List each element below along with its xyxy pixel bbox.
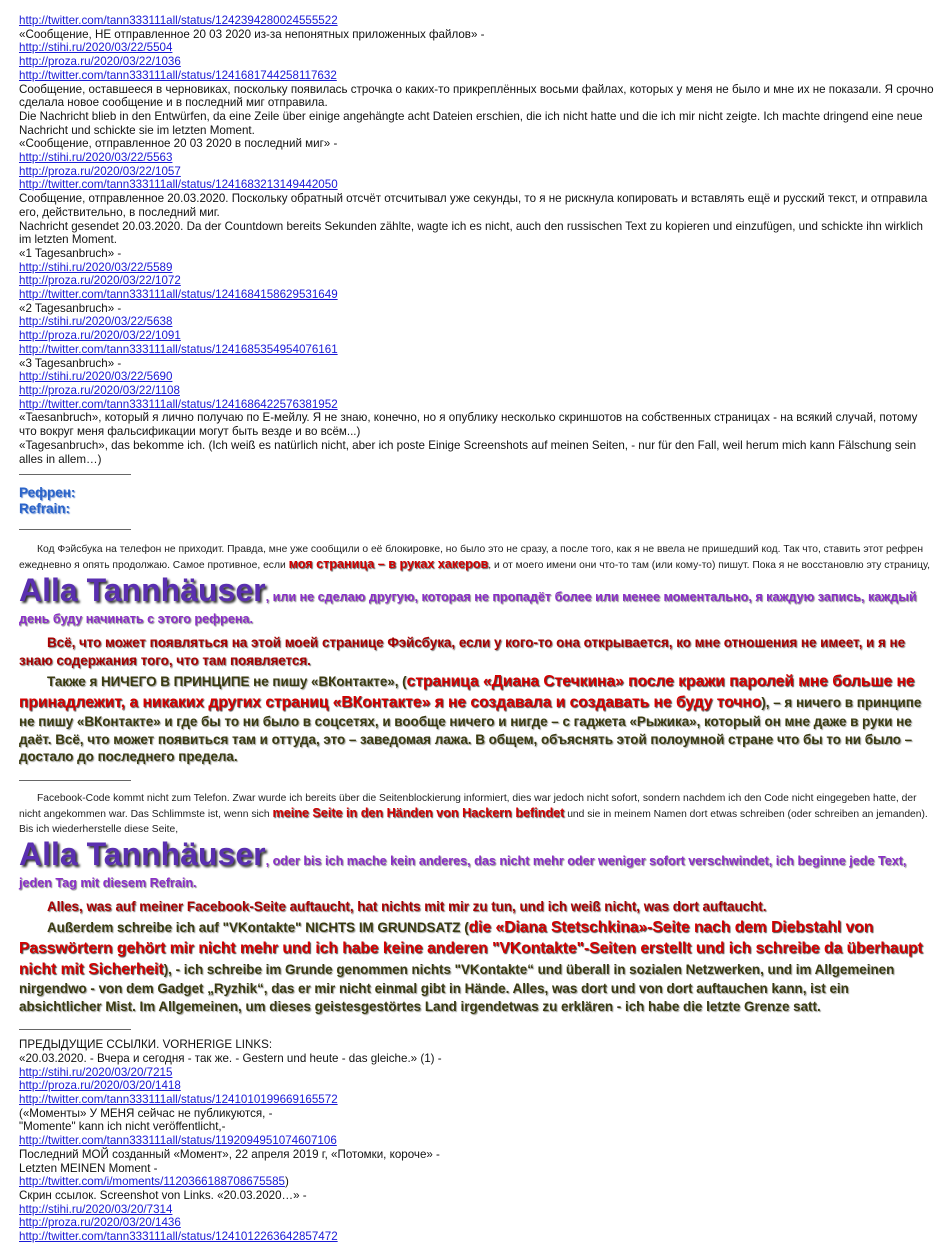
link-row — [19, 370, 934, 384]
url-link[interactable]: http://stihi.ru/2020/03/22/5589 — [19, 260, 173, 274]
url-link[interactable]: http://twitter.com/tann333111all/status/1192094951074607106 — [19, 1134, 337, 1148]
text-line: ПРЕДЫДУЩИЕ ССЫЛКИ. VORHERIGE LINKS: — [19, 1038, 273, 1052]
separator — [19, 474, 131, 475]
separator — [19, 1029, 131, 1030]
link-row — [19, 1175, 934, 1189]
link-row — [19, 384, 934, 398]
refrain-ru-paragraph-3: Всё, что может появляться на этой моей странице Фэйсбука, если у кого-то она открывается, ко мне отношения не имеет, и я не знаю содержания того, что там появляется. — [19, 635, 906, 668]
text-line: «2 Tagesanbruch» - — [19, 301, 122, 315]
url-link[interactable]: http://proza.ru/2020/03/22/1036 — [19, 55, 181, 69]
refrain-ru-paragraph-1: Код Фэйсбука на телефон не приходит. Правда, мне уже сообщили о её блокировке, но было это не сразу, а после того, как я не ввела не пришедший код. Так что, ставить этот рефрен ежедневно я опять продолжаю. Самое противное, если моя страница – в руках хакеров, и от моего имени они что-то там (или кому-то) пишут. Пока я не восстановлю эту страницу, — [19, 544, 930, 572]
url-link[interactable]: http://proza.ru/2020/03/22/1057 — [19, 164, 181, 178]
url-link[interactable]: http://twitter.com/tann333111all/status/1241683213149442050 — [19, 178, 338, 192]
url-link[interactable]: http://stihi.ru/2020/03/22/5563 — [19, 151, 173, 165]
url-link[interactable]: http://twitter.com/tann333111all/status/1241686422576381952 — [19, 397, 338, 411]
link-row — [19, 151, 934, 165]
text-paragraph: «Taesanbruch», который я лично получаю по Е-мейлу. Я не знаю, конечно, но я опублику несколько скриншотов на собственных страницах - на всякий случай, потому что вокруг меня фальсификации могут быть везде и во всём...) — [19, 411, 918, 439]
url-link[interactable]: http://stihi.ru/2020/03/22/5638 — [19, 315, 173, 329]
text-line: «Сообщение, НЕ отправленное 20 03 2020 из-за непонятных приложенных файлов» - — [19, 27, 485, 41]
text-line: Последний МОЙ созданный «Момент», 22 апреля 2019 г, «Потомки, короче» - — [19, 1147, 440, 1161]
refrain-de-paragraph-4: Außerdem schreibe ich auf "VKontakte" NICHTS IM GRUNDSATZ (die «Diana Stetschkina»-Seite nach dem Diebstahl von Passwörtern gehört mir nicht mehr und ich habe keine anderen "VKontakte"-Seiten erstellt und ich schreibe da überhaupt nicht mit Sicherheit), - ich schreibe im Grunde genommen nichts "VKontakte“ und überall in sozialen Netzwerken, und im Allgemeinen nirgendwo - von dem Gadget „Ryzhik“, das er mir nicht einmal gibt in Hände. Alles, was dort und von dort auftauchen kann, ist ein absichtlicher Mist. Im Allgemeinen, um dieses geistesgestörtes Land irgendetwas zu erklären - ich habe die letzte Grenze satt. — [19, 919, 923, 1014]
link-row — [19, 398, 934, 412]
refrain-ru-section — [19, 542, 934, 766]
url-link[interactable]: http://proza.ru/2020/03/20/1418 — [19, 1079, 181, 1093]
url-link[interactable]: http://proza.ru/2020/03/22/1091 — [19, 329, 181, 343]
document-page — [19, 14, 934, 1244]
url-link[interactable]: http://proza.ru/2020/03/20/1436 — [19, 1216, 181, 1230]
author-name: Alla Tannhäuser — [19, 572, 266, 609]
link-row — [19, 1230, 934, 1244]
text-line: «Сообщение, отправленное 20 03 2020 в последний миг» - — [19, 137, 338, 151]
refrain-de-paragraph-1: Facebook-Code kommt nicht zum Telefon. Zwar wurde ich bereits über die Seitenblockierung informiert, dies war jedoch nicht sofort, sondern nachdem ich den Code nicht eingegeben hatte, der nicht angekommen war. Das Schlimmste ist, wenn sich meine Seite in den Händen von Hackern befindet und sie in meinem Namen dort etwas schreiben (oder schreiben an jemanden). Bis ich wiederherstelle diese Seite, — [19, 792, 928, 835]
link-row — [19, 41, 934, 55]
url-link[interactable]: http://stihi.ru/2020/03/20/7215 — [19, 1065, 173, 1079]
link-row — [19, 1134, 934, 1148]
text-line: («Моменты» У МЕНЯ сейчас не публикуются, - — [19, 1106, 273, 1120]
refrain-de-paragraph-3: Alles, was auf meiner Facebook-Seite auftaucht, hat nichts mit mir zu tun, und ich weiß nicht, was dort auftaucht. — [47, 898, 767, 914]
link-row — [19, 14, 934, 28]
refrain-heading-ru: Рефрен: — [19, 485, 76, 501]
hacker-warning-ru: моя страница – в руках хакеров — [288, 557, 489, 572]
text-line: "Momente" kann ich nicht veröffentlicht,- — [19, 1120, 226, 1134]
separator — [19, 780, 131, 781]
link-row — [19, 343, 934, 357]
link-row — [19, 274, 934, 288]
link-row — [19, 165, 934, 179]
url-link[interactable]: http://twitter.com/tann333111all/status/1241681744258117632 — [19, 68, 337, 82]
vk-warning-de: die «Diana Stetschkina»-Seite nach dem Diebstahl von Passwörtern gehört mir nicht mehr und ich habe keine anderen "VKontakte"-Seiten erstellt und ich schreibe da überhaupt nicht mit Sicherheit — [19, 919, 923, 979]
url-link[interactable]: http://proza.ru/2020/03/22/1108 — [19, 383, 180, 397]
link-row — [19, 69, 934, 83]
url-link[interactable]: http://stihi.ru/2020/03/20/7314 — [19, 1202, 173, 1216]
refrain-ru-paragraph-4: Также я НИЧЕГО В ПРИНЦИПЕ не пишу «ВКонтакте», (страница «Диана Стечкина» после кражи паролей мне больше не принадлежит, а никаких других страниц «ВКонтакте» я не создавала и создавать не буду точно), – я ничего в принципе не пишу «ВКонтакте» и где бы то ни было в соцсетях, и вообще ничего и нигде – с гаджета «Рыжика», который он мне даже в руки не даёт. Всё, что может появиться там и оттуда, это – заведомая лажа. В общем, объяснять этой полоумной стране что бы то ни было – достало до последнего предела. — [19, 673, 922, 765]
text-paragraph: Die Nachricht blieb in den Entwürfen, da eine Zeile über einige angehängte acht Dateien erschien, die ich nicht hatte und die ich mir nicht zeigte. Ich machte dringend eine neue Nachricht und schickte sie im letzten Moment. — [19, 109, 923, 137]
separator — [19, 529, 131, 530]
link-row — [19, 329, 934, 343]
url-link[interactable]: http://twitter.com/tann333111all/status/1241010199669165572 — [19, 1093, 338, 1107]
text-paragraph: Сообщение, отправленное 20.03.2020. Поскольку обратный отсчёт отсчитывал уже секунды, то я не рискнула копировать и вставлять ещё и русский текст, и отправила его, действительно, в последний миг. — [19, 192, 928, 219]
refrain-heading-de: Refrain: — [19, 501, 71, 517]
text-line: «3 Tagesanbruch» - — [19, 356, 122, 370]
text-line: «1 Tagesanbruch» - — [19, 246, 122, 260]
link-row — [19, 178, 934, 192]
link-row — [19, 55, 934, 69]
link-row — [19, 1216, 934, 1230]
url-link[interactable]: http://twitter.com/tann333111all/status/1241684158629531649 — [19, 288, 338, 302]
refrain-ru-paragraph-2: Alla Tannhäuser, или не сделаю другую, которая не пропадёт более или менее моментально, я каждую запись, каждый день буду начинать с этого рефрена. — [19, 572, 917, 627]
link-row — [19, 1203, 934, 1217]
link-row — [19, 1093, 934, 1107]
url-link[interactable]: http://proza.ru/2020/03/22/1072 — [19, 274, 181, 288]
text-line: Letzten MEINEN Moment - — [19, 1161, 158, 1175]
refrain-de-paragraph-2: Alla Tannhäuser, oder bis ich mache kein anderes, das nicht mehr oder weniger sofort verschwindet, ich beginne jede Text, jeden Tag mit diesem Refrain. — [19, 835, 907, 890]
text-paragraph: Сообщение, оставшееся в черновиках, поскольку появилась строчка о каких-то прикреплённых восьми файлах, которых у меня не было и мне их не показали. Я срочно сделала новое сообщение и в последний миг отправила. — [19, 82, 934, 110]
text-paragraph: Nachricht gesendet 20.03.2020. Da der Countdown bereits Sekunden zählte, wagte ich es nicht, auch den russischen Text zu kopieren und einzufügen, und schickte ihn wirklich im letzten Moment. — [19, 219, 924, 247]
link-row — [19, 1079, 934, 1093]
text-line: Скрин ссылок. Screenshot von Links. «20.03.2020…» - — [19, 1188, 307, 1202]
url-link[interactable]: http://twitter.com/tann333111all/status/1241012263642857472 — [19, 1230, 338, 1244]
url-link[interactable]: http://twitter.com/i/moments/1120366188708675585 — [19, 1175, 285, 1189]
link-row — [19, 261, 934, 275]
vk-warning-ru: страница «Диана Стечкина» после кражи паролей мне больше не принадлежит, а никаких других страниц «ВКонтакте» я не создавала и создавать не буду точно — [19, 673, 915, 712]
url-link[interactable]: http://twitter.com/tann333111all/status/1241685354954076161 — [19, 342, 338, 356]
text-paragraph: «Tagesanbruch», das bekomme ich. (Ich weiß es natürlich nicht, aber ich poste Einige Screenshots auf meinen Seiten, - nur für den Fall, weil herum mich kann Fälschung sein alles in allem…) — [19, 438, 917, 466]
links-list-bottom — [19, 1038, 934, 1244]
author-name: Alla Tannhäuser — [19, 835, 266, 872]
url-link[interactable]: http://stihi.ru/2020/03/22/5690 — [19, 370, 173, 384]
closing-paren: ) — [284, 1175, 289, 1189]
url-link[interactable]: http://twitter.com/tann333111all/status/1242394280024555522 — [19, 14, 338, 27]
links-list-top — [19, 14, 934, 466]
link-row — [19, 315, 934, 329]
link-row — [19, 1066, 934, 1080]
hacker-warning-de: meine Seite in den Händen von Hackern befindet — [272, 805, 565, 820]
url-link[interactable]: http://stihi.ru/2020/03/22/5504 — [19, 41, 173, 55]
refrain-de-section — [19, 791, 934, 1016]
link-row — [19, 288, 934, 302]
text-line: «20.03.2020. - Вчера и сегодня - так же. - Gestern und heute - das gleiche.» (1) - — [19, 1051, 442, 1065]
